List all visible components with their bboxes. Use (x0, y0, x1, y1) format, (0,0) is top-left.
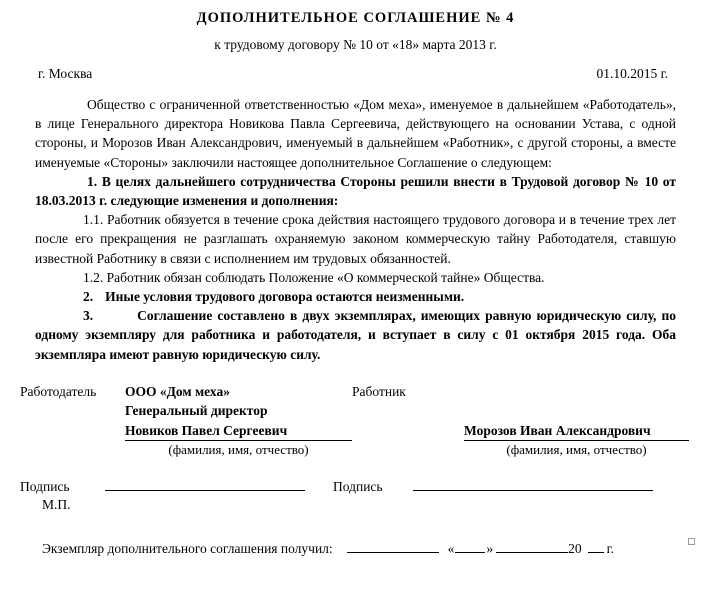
employer-company: ООО «Дом меха» (125, 383, 230, 399)
received-quote-open: « (447, 541, 455, 557)
employee-name-caption: (фамилия, имя, отчество) (506, 442, 647, 458)
signature-line-right[interactable] (413, 478, 653, 491)
paragraph-clause-1-2: 1.2. Работник обязан соблюдать Положение «О коммерческой тайне» Общества. (83, 269, 545, 285)
employee-details (464, 382, 689, 460)
document-subtitle: к трудовому договору № 10 от «18» марта 2013 г. (214, 37, 497, 52)
place-date-row (0, 53, 711, 82)
signature-lines-row (0, 459, 711, 496)
received-year-blank[interactable] (588, 540, 604, 553)
clause-3-number: 3. (83, 308, 94, 324)
clause-2-text: Иные условия трудового договора остаются неизменными. (105, 289, 465, 305)
paragraph-preamble: Общество с ограниченной ответственностью «Дом меха», именуемое в дальнейшем «Работодатель», в лице Генерального директора Новикова Павла Сергеевича, действующего на основании Устава, с одной стороны, и Морозов Иван Александрович, именуемый в дальнейшем «Работник», с другой стороны, а вместе именуемые «Стороны» заключили настоящее дополнительное Соглашение о следующем: (35, 97, 676, 170)
signature-area (0, 364, 711, 515)
signature-column-employee (352, 382, 689, 460)
paragraph-clause-1-1: 1.1. Работник обязуется в течение срока действия настоящего трудового договора и в течение трех лет после его прекращения не разглашать охраняемую законом коммерческую тайну Работодателя, ставшую известной Работнику в связи с исполнением им трудовых обязанностей. (35, 212, 676, 266)
employee-label: Работник (352, 383, 406, 399)
received-copy-label: Экземпляр дополнительного соглашения получил: (42, 541, 333, 557)
received-month-blank[interactable] (496, 540, 568, 553)
document-place: г. Москва (38, 66, 93, 81)
employer-name-caption: (фамилия, имя, отчество) (168, 442, 309, 458)
employer-name: Новиков Павел Сергеевич (125, 421, 352, 442)
employee-spacer-2 (464, 401, 689, 421)
signature-row (0, 382, 711, 460)
document-title: ДОПОЛНИТЕЛЬНОЕ СОГЛАШЕНИЕ № 4 (196, 10, 515, 26)
signature-line-left[interactable] (105, 478, 305, 491)
signature-column-employer (20, 382, 352, 460)
paragraph-clause-3 (35, 306, 676, 364)
received-copy-row (0, 514, 711, 558)
checkbox-marker-icon (688, 538, 695, 545)
received-quote-close: » (486, 541, 494, 557)
signature-label-right: Подпись (333, 479, 383, 495)
stamp-label: М.П. (42, 497, 71, 513)
employer-position: Генеральный директор (125, 403, 268, 419)
document-body (0, 82, 711, 364)
received-year-suffix: г. (606, 541, 615, 557)
paragraph-clause-1: 1. В целях дальнейшего сотрудничества Стороны решили внести в Трудовой договор № 10 от 18.03.2013 г. следующие изменения и дополнения: (35, 173, 676, 209)
employer-label: Работодатель (20, 383, 97, 399)
employer-details (125, 382, 352, 460)
paragraph-clause-2 (35, 287, 676, 306)
received-year-prefix: 20 (568, 541, 582, 557)
employee-name: Морозов Иван Александрович (464, 421, 689, 442)
clause-3-text: Соглашение составлено в двух экземплярах, имеющих равную юридическую силу, по одному экземпляру для работника и работодателя, и вступает в силу с 01 октября 2015 года. Оба экземпляра имеют равную юридическую силу. (35, 308, 676, 362)
received-name-blank[interactable] (347, 540, 439, 553)
received-day-blank[interactable] (455, 540, 485, 553)
document-date: 01.10.2015 г. (596, 66, 668, 81)
signature-label-left: Подпись (20, 479, 70, 495)
employee-spacer-1 (464, 382, 689, 402)
clause-2-number: 2. (83, 289, 94, 305)
